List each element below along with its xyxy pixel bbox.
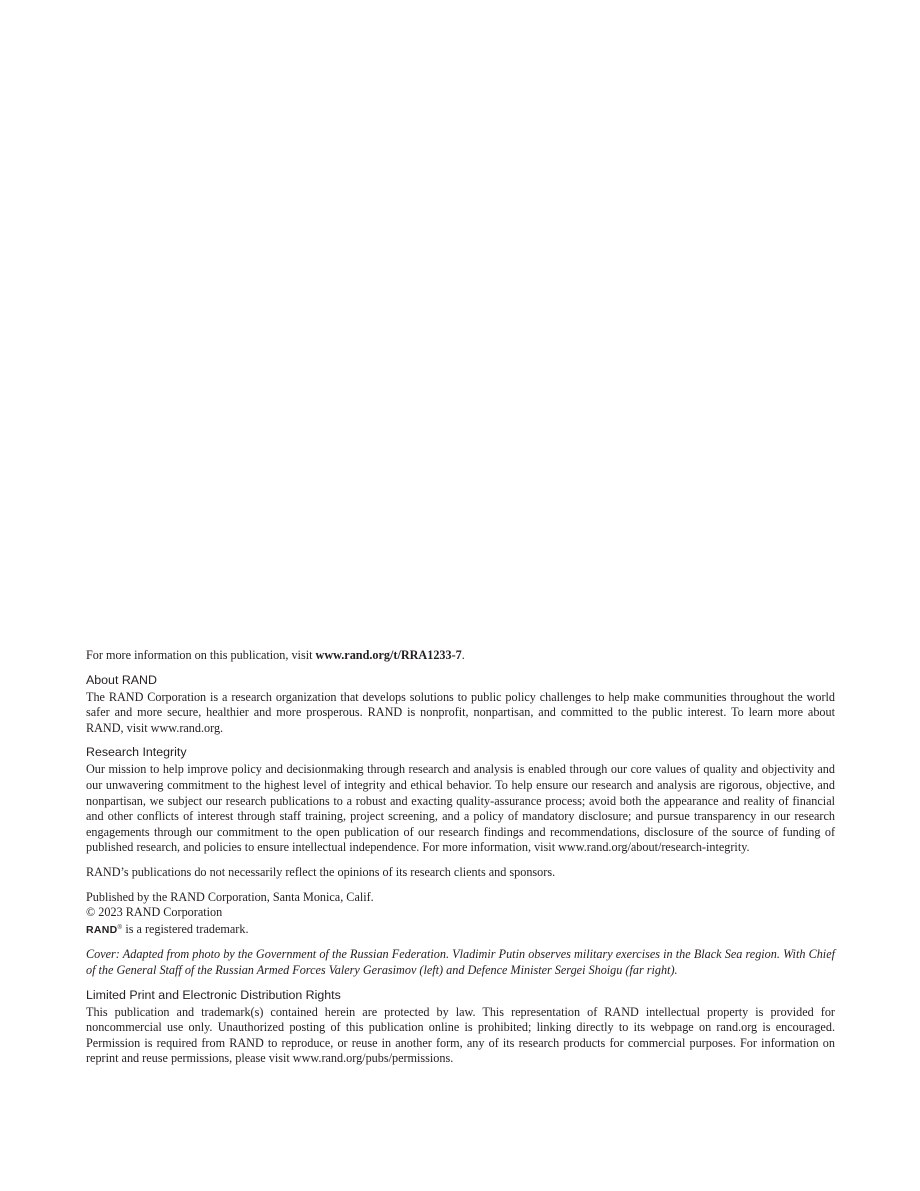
publication-details xyxy=(86,890,835,939)
about-rand-text: The RAND Corporation is a research organization that develops solutions to public policy challenges to help make communities throughout the world safer and more secure, healthier and more prosperous. RAND is nonprofit, nonpartisan, and committed to the public interest. To learn more about RAND, visit www.rand.org. xyxy=(86,689,835,735)
rand-logotype xyxy=(86,924,122,936)
research-integrity-text: Our mission to help improve policy and decisionmaking through research and analysis is enabled through our core values of quality and objectivity and our unwavering commitment to the highest level of integrity and ethical behavior. To help ensure our research and analysis are rigorous, objective, and nonpartisan, we subject our research publications to a robust and exacting quality-assurance process; avoid both the appearance and reality of financial and other conflicts of interest through staff training, project screening, and a policy of mandatory disclosure; and pursue transparency in our research engagements through our commitment to the open publication of our research findings and recommendations, disclosure of the source of funding of published research, and policies to ensure intellectual independence. For more information, visit www.rand.org/about/research-integrity. xyxy=(86,762,835,855)
copyright-page-content xyxy=(86,648,835,1076)
published-by-line: Published by the RAND Corporation, Santa Monica, Calif. xyxy=(86,889,374,904)
distribution-rights-heading: Limited Print and Electronic Distribution Rights xyxy=(86,987,341,1002)
publication-info-line xyxy=(86,648,835,664)
publication-info-suffix: . xyxy=(461,648,465,662)
publication-url-link[interactable]: www.rand.org/t/RRA1233-7 xyxy=(315,648,462,662)
rand-logotype-text: RAND xyxy=(86,923,118,936)
copyright-line: © 2023 RAND Corporation xyxy=(86,905,223,920)
research-integrity-heading: Research Integrity xyxy=(86,745,187,760)
trademark-line xyxy=(86,921,835,939)
publication-info-prefix: For more information on this publication, visit xyxy=(86,648,316,662)
registered-symbol: ® xyxy=(117,924,123,931)
cover-credit-text: Cover: Adapted from photo by the Government of the Russian Federation. Vladimir Putin observes military exercises in the Black Sea region. With Chief of the General Staff of the Russian Armed Forces Valery Gerasimov (left) and Defence Minister Sergei Shoigu (far right). xyxy=(86,947,835,977)
trademark-text: is a registered trademark. xyxy=(122,921,249,936)
distribution-rights-text: This publication and trademark(s) contained herein are protected by law. This representation of RAND intellectual property is provided for noncommercial use only. Unauthorized posting of this publication online is prohibited; linking directly to its webpage on rand.org is encouraged. Permission is required from RAND to reproduce, or reuse in another form, any of its research products for commercial purposes. For information on reprint and reuse permissions, please visit www.rand.org/pubs/permissions. xyxy=(86,1004,835,1066)
about-rand-heading: About RAND xyxy=(86,672,157,687)
disclaimer-text: RAND’s publications do not necessarily reflect the opinions of its research clients and sponsors. xyxy=(86,864,556,879)
